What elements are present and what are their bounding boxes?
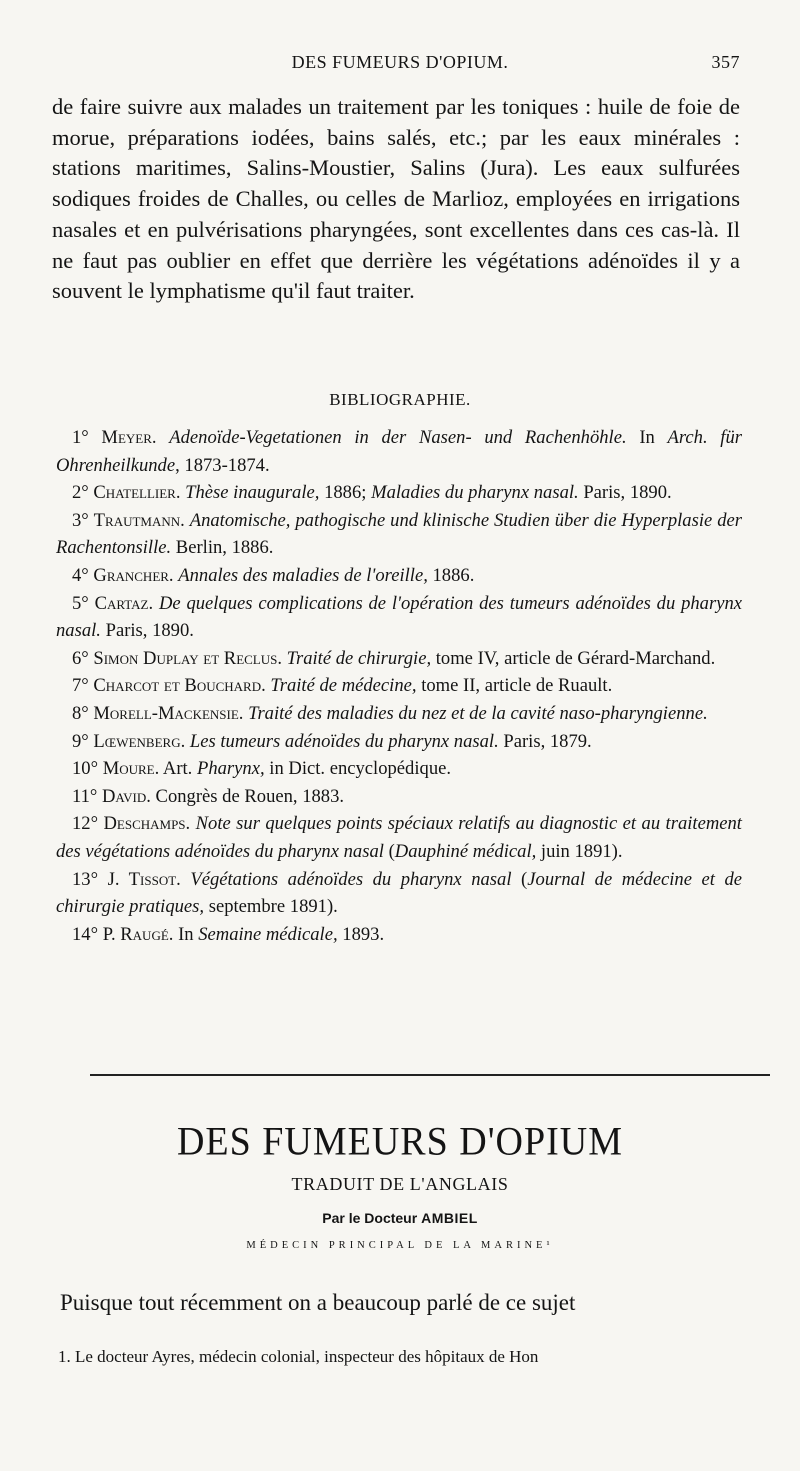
entry-details: ( <box>511 868 528 890</box>
entry-title: Traité de chirurgie, <box>286 647 432 669</box>
entry-number: 3° <box>72 509 89 531</box>
article-subtitle: TRADUIT DE L'ANGLAIS <box>291 1174 509 1194</box>
entry-number: 2° <box>72 482 89 504</box>
entry-number: 4° <box>72 564 89 586</box>
entry-details: Paris, 1879. <box>498 730 592 752</box>
article-title: DES FUMEURS D'OPIUM <box>176 1119 624 1165</box>
continued-paragraph <box>52 92 740 307</box>
entry-details: Congrès de Rouen, 1883. <box>150 785 345 807</box>
entry-details: In <box>626 427 668 448</box>
article-lead-sentence: Puisque tout récemment on a beaucoup parlé de ce sujet <box>60 1290 576 1315</box>
entry-number: 6° <box>72 647 89 669</box>
bibliography-entry <box>56 783 742 811</box>
entry-number: 9° <box>72 730 89 752</box>
entry-title: Les tumeurs adénoïdes du pharynx nasal. <box>189 730 499 752</box>
entry-details: Paris, 1890. <box>100 620 194 642</box>
author-role: MÉDECIN PRINCIPAL DE LA MARINE¹ <box>246 1240 554 1251</box>
bibliography-entry <box>56 755 742 783</box>
bibliography-entry <box>56 479 742 507</box>
bibliography-entry <box>56 810 742 865</box>
entry-author: Deschamps. <box>103 813 191 835</box>
entry-details: Berlin, 1886. <box>171 537 274 559</box>
entry-tail: , 1873-1874. <box>175 454 270 476</box>
entry-author: Chatellier. <box>93 482 181 504</box>
entry-tail: in Dict. encyclopédique. <box>264 758 452 780</box>
bibliography-entry <box>56 562 742 590</box>
entry-tail: septembre 1891). <box>204 896 338 918</box>
entry-tail: juin 1891). <box>536 840 623 862</box>
bibliography-entry <box>56 672 742 700</box>
entry-number: 12° <box>72 813 99 835</box>
entry-number: 7° <box>72 675 89 697</box>
bibliography-entry <box>56 645 742 673</box>
entry-number: 1° <box>72 427 89 448</box>
bibliography-entry <box>56 590 742 645</box>
article-byline <box>0 1210 800 1226</box>
entry-title: Anatomische, pathogische und klinische Studien über die Hyperplasie der Rachentonsille. <box>56 509 742 559</box>
bibliography-entry <box>56 921 742 949</box>
entry-author: Lœwenberg. <box>93 730 186 752</box>
entry-number: 8° <box>72 702 89 724</box>
entry-publication: Pharynx, <box>196 758 265 780</box>
entry-title: Note sur quelques points spéciaux relatifs au diagnostic et au traitement des végétations adénoïdes du pharynx nasal <box>56 813 742 862</box>
entry-details: In <box>173 923 199 945</box>
entry-author: P. Raugé. <box>102 923 174 945</box>
entry-tail: Paris, 1890. <box>578 482 672 504</box>
entry-number: 13° <box>72 868 99 890</box>
entry-author: Morell-Mackensie. <box>93 702 244 724</box>
running-head-title: DES FUMEURS D'OPIUM. <box>291 52 509 72</box>
bibliography-entry <box>56 424 742 479</box>
entry-title: Traité des maladies du nez et de la cavité naso-pharyngienne. <box>248 702 708 724</box>
page-number: 357 <box>711 52 740 72</box>
entry-details: 1886. <box>427 564 475 586</box>
entry-author: Trautmann. <box>93 509 185 531</box>
entry-author: David. <box>102 785 151 807</box>
entry-title: Végétations adénoïdes du pharynx nasal <box>190 868 512 890</box>
entry-author: J. Tissot. <box>107 868 181 890</box>
entry-publication: Maladies du pharynx nasal. <box>371 482 579 504</box>
entry-author: Moure. <box>102 758 160 780</box>
entry-details: Art. <box>159 758 197 780</box>
entry-author: Grancher. <box>93 564 174 586</box>
bibliography-heading: BIBLIOGRAPHIE. <box>329 390 471 409</box>
byline-author: AMBIEL <box>421 1210 478 1226</box>
entry-number: 14° <box>72 923 99 945</box>
footnote: 1. Le docteur Ayres, médecin colonial, inspecteur des hôpitaux de Hon <box>58 1347 539 1366</box>
entry-tail: 1893. <box>337 923 385 945</box>
entry-publication: Semaine médicale, <box>198 923 338 945</box>
entry-title: Adenoïde-Vegetationen in der Nasen- und Rachenhöhle. <box>169 427 627 448</box>
running-head <box>0 52 800 82</box>
entry-publication: Journal de médecine et de chirurgie pratiques, <box>56 868 742 918</box>
entry-title: Annales des maladies de l'oreille, <box>178 564 428 586</box>
entry-publication: Dauphiné médical, <box>394 840 537 862</box>
entry-details: tome II, article de Ruault. <box>416 675 613 697</box>
entry-title: Thèse inaugurale, <box>185 482 320 504</box>
section-divider <box>90 1074 770 1076</box>
byline-prefix: Par le Docteur <box>322 1210 418 1226</box>
entry-author: Charcot et Bouchard. <box>93 675 266 697</box>
bibliography-entry <box>56 507 742 562</box>
entry-number: 11° <box>72 785 98 807</box>
bibliography-entry <box>56 700 742 728</box>
entry-author: Meyer. <box>101 427 157 448</box>
body-paragraph: de faire suivre aux malades un traitement par les toniques : huile de foie de morue, préparations iodées, bains salés, etc.; par les eaux minérales : stations maritimes, Salins-Moustier, Salins (Jura). Les eaux sulfurées sodiques froides de Challes, ou celles de Marlioz, employées en irrigations nasales et en pulvérisations pharyngées, sont excellentes dans ces cas-là. Il ne faut pas oublier en effet que derrière les végétations adénoïdes il y a souvent le lymphatisme qu'il faut traiter. <box>52 94 740 304</box>
entry-number: 10° <box>72 758 99 780</box>
bibliography-entry <box>56 866 742 921</box>
entry-details: ( <box>383 840 395 862</box>
entry-details: tome IV, article de Gérard-Marchand. <box>431 647 716 669</box>
entry-title: De quelques complications de l'opération des tumeurs adénoïdes du pharynx nasal. <box>56 592 743 642</box>
entry-author: Simon Duplay et Reclus. <box>93 647 283 669</box>
entry-publication: Arch. für Ohrenheilkunde <box>56 427 742 476</box>
entry-details: 1886; <box>319 482 372 504</box>
entry-title: Traité de médecine, <box>270 675 417 697</box>
entry-number: 5° <box>72 592 89 614</box>
bibliography-entry <box>56 728 742 756</box>
bibliography-list <box>56 424 742 948</box>
entry-author: Cartaz. <box>94 592 154 614</box>
